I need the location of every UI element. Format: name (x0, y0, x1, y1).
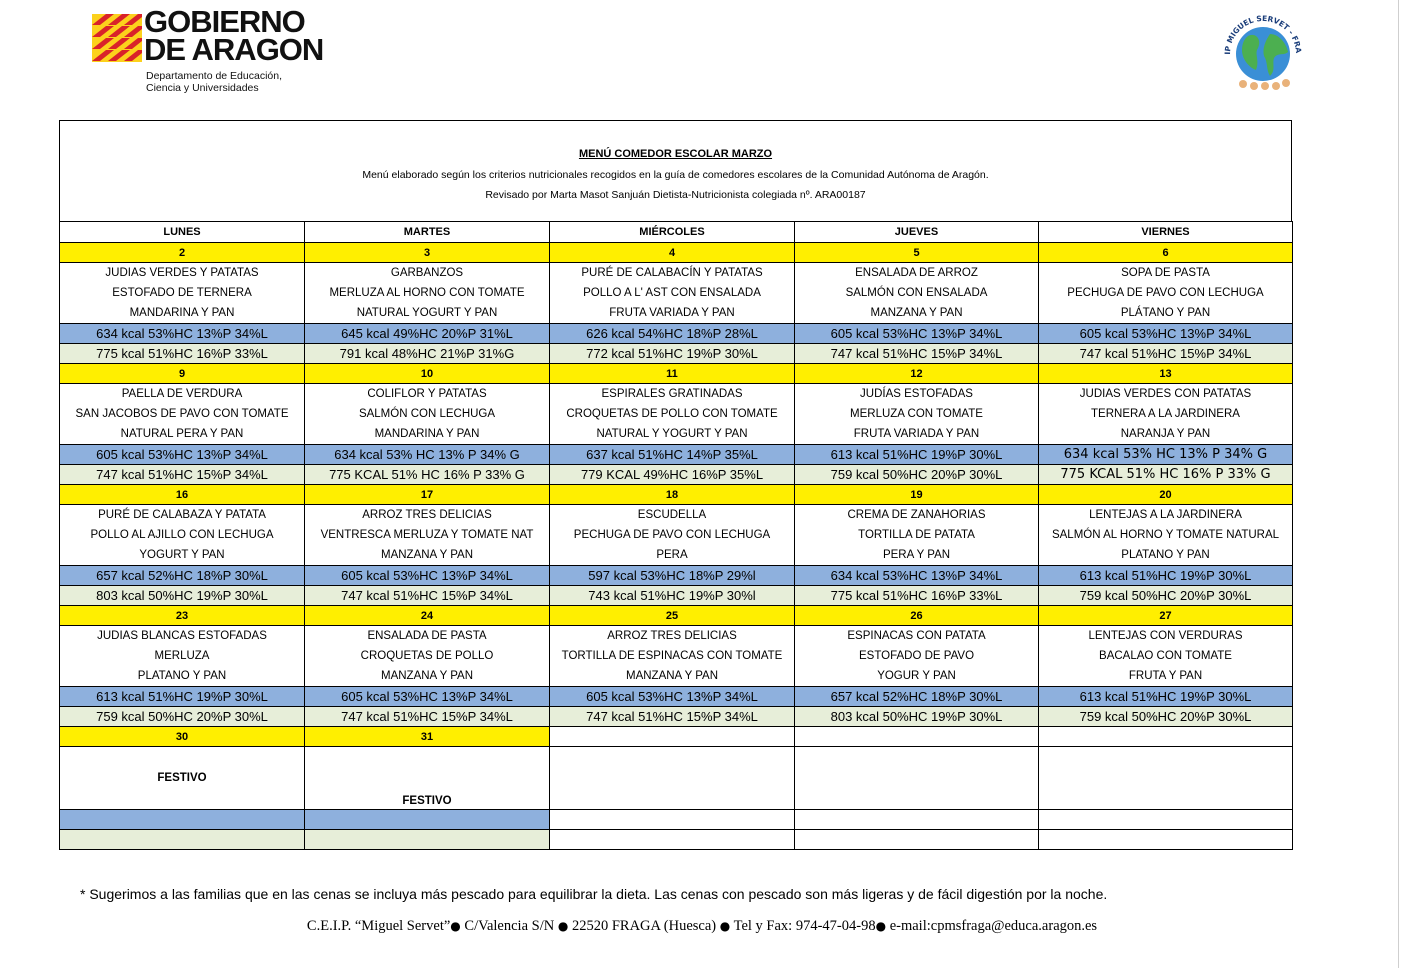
day-number: 5 (795, 243, 1039, 263)
kcal-value: 605 kcal 53%HC 13%P 34%L (305, 687, 550, 707)
weekday-header-row (60, 222, 1293, 243)
kcal-row-b (60, 707, 1293, 727)
day-number: 26 (795, 606, 1039, 626)
empty-cell (1039, 810, 1293, 830)
globe-icon (1218, 4, 1308, 94)
footer-city: 22520 FRAGA (Huesca) (571, 918, 717, 934)
dish-name: CROQUETAS DE POLLO (360, 650, 494, 662)
meal-cell (1039, 384, 1293, 445)
dish-name: MANDARINA Y PAN (374, 428, 480, 440)
dish-name: PLÁTANO Y PAN (1120, 307, 1211, 319)
day-number: 25 (550, 606, 795, 626)
dish-name: SOPA DE PASTA (1121, 267, 1210, 279)
dish-name: ENSALADA DE PASTA (367, 630, 487, 642)
kcal-value: 743 kcal 51%HC 19%P 30%l (550, 586, 795, 606)
kcal-value: 747 kcal 51%HC 15%P 34%L (550, 707, 795, 727)
kcal-value: 779 KCAL 49%HC 16%P 35%L (550, 465, 795, 485)
dish-name: PURÉ DE CALABACÍN Y PATATAS (581, 267, 763, 279)
dish-name: ESPINACAS CON PATATA (847, 630, 986, 642)
kcal-value: 759 kcal 50%HC 20%P 30%L (1039, 707, 1293, 727)
kcal-value: 772 kcal 51%HC 19%P 30%L (550, 344, 795, 364)
meal-cell (795, 263, 1039, 324)
dish-name: POLLO AL AJILLO CON LECHUGA (90, 529, 274, 541)
dish-name: CROQUETAS DE POLLO CON TOMATE (566, 408, 778, 420)
kcal-value: 613 kcal 51%HC 19%P 30%L (1039, 687, 1293, 707)
day-number: 20 (1039, 485, 1293, 505)
dish-name: PECHUGA DE PAVO CON LECHUGA (1067, 287, 1264, 299)
meal-cell (60, 505, 305, 566)
kcal-value: 747 kcal 51%HC 15%P 34%L (795, 344, 1039, 364)
meal-cell (795, 384, 1039, 445)
aragon-flag-icon (92, 14, 142, 62)
kcal-value: 634 kcal 53% HC 13% P 34% G (1039, 445, 1293, 465)
dish-name: TERNERA A LA JARDINERA (1091, 408, 1240, 420)
kcal-row-b (60, 830, 1293, 850)
dish-name: FRUTA VARIADA Y PAN (609, 307, 735, 319)
kcal-value: 613 kcal 51%HC 19%P 30%L (1039, 566, 1293, 586)
day-number-row (60, 243, 1293, 263)
holiday-label: FESTIVO (305, 747, 550, 810)
meal-cell (550, 263, 795, 324)
kcal-value: 775 KCAL 51% HC 16% P 33% G (1039, 465, 1293, 485)
school-logo (1218, 4, 1308, 94)
dish-name: MANZANA Y PAN (380, 549, 474, 561)
day-number-row (60, 606, 1293, 626)
dish-name: NATURAL YOGURT Y PAN (356, 307, 498, 319)
meal-row (60, 384, 1293, 445)
empty-cell (550, 830, 795, 850)
meal-cell (305, 263, 550, 324)
meal-cell (60, 626, 305, 687)
dish-name: MERLUZA (154, 650, 210, 662)
empty-cell (550, 747, 795, 810)
dish-name: ENSALADA DE ARROZ (855, 267, 978, 279)
dish-name: VENTRESCA MERLUZA Y TOMATE NAT (320, 529, 534, 541)
dish-name: PLATANO Y PAN (1121, 549, 1210, 561)
day-number: 10 (305, 364, 550, 384)
kcal-value: 759 kcal 50%HC 20%P 30%L (1039, 586, 1293, 606)
meal-row (60, 263, 1293, 324)
dish-name: PERA Y PAN (882, 549, 951, 561)
dish-name: POLLO A L' AST CON ENSALADA (583, 287, 761, 299)
empty-cell (1039, 830, 1293, 850)
dish-name: LENTEJAS CON VERDURAS (1088, 630, 1243, 642)
kcal-value: 597 kcal 53%HC 18%P 29%l (550, 566, 795, 586)
menu-table (59, 221, 1293, 850)
menu-reviewer: Revisado por Marta Masot Sanjuán Dietista-Nutricionista colegiada nº. ARA00187 (485, 189, 866, 201)
empty-cell (1039, 727, 1293, 747)
kcal-value: 747 kcal 51%HC 15%P 34%L (305, 707, 550, 727)
weekday-header: MIÉRCOLES (550, 222, 795, 243)
weekday-header: LUNES (60, 222, 305, 243)
dish-name: PLATANO Y PAN (137, 670, 227, 682)
dish-name: PECHUGA DE PAVO CON LECHUGA (573, 529, 771, 541)
meal-cell (1039, 505, 1293, 566)
kcal-value: 759 kcal 50%HC 20%P 30%L (60, 707, 305, 727)
dish-name: JUDIAS VERDES Y PATATAS (105, 267, 259, 279)
kcal-value: 613 kcal 51%HC 19%P 30%L (795, 445, 1039, 465)
meal-cell (305, 505, 550, 566)
dish-name: MERLUZA AL HORNO CON TOMATE (329, 287, 525, 299)
footer-email: e-mail:cpmsfraga@educa.aragon.es (889, 918, 1098, 934)
meal-cell (550, 384, 795, 445)
meal-row (60, 626, 1293, 687)
kcal-row-a (60, 445, 1293, 465)
meal-cell (550, 505, 795, 566)
menu-subtitle: Menú elaborado según los criterios nutricionales recogidos en la guía de comedores escolares de la Comunidad Autónoma de Aragón. (362, 169, 989, 181)
dish-name: TORTILLA DE PATATA (858, 529, 975, 541)
gobierno-aragon-logo (92, 4, 332, 98)
dish-name: PAELLA DE VERDURA (121, 388, 243, 400)
empty-cell (550, 727, 795, 747)
menu-title: MENÚ COMEDOR ESCOLAR MARZO (578, 148, 773, 160)
dish-name: JUDIAS BLANCAS ESTOFADAS (97, 630, 267, 642)
kcal-cell (305, 830, 550, 850)
dish-name: MANZANA Y PAN (380, 670, 474, 682)
dish-name: PERA (656, 549, 688, 561)
dish-name: SALMÓN CON ENSALADA (845, 287, 988, 299)
day-number-row (60, 485, 1293, 505)
empty-cell (550, 810, 795, 830)
day-number: 4 (550, 243, 795, 263)
kcal-row-a (60, 324, 1293, 344)
dish-name: JUDIAS VERDES CON PATATAS (1079, 388, 1252, 400)
kcal-value: 613 kcal 51%HC 19%P 30%L (60, 687, 305, 707)
footer-school: C.E.I.P. “Miguel Servet” (306, 918, 451, 934)
weekday-header: VIERNES (1039, 222, 1293, 243)
weekday-header: JUEVES (795, 222, 1039, 243)
dish-name: ESTOFADO DE TERNERA (112, 287, 252, 299)
footer-phone: Tel y Fax: 974-47-04-98 (733, 918, 876, 934)
empty-cell (1039, 747, 1293, 810)
day-number: 16 (60, 485, 305, 505)
kcal-row-b (60, 344, 1293, 364)
day-number-row (60, 727, 1293, 747)
meal-cell (1039, 626, 1293, 687)
empty-cell (795, 727, 1039, 747)
kcal-value: 657 kcal 52%HC 18%P 30%L (795, 687, 1039, 707)
kcal-value: 747 kcal 51%HC 15%P 34%L (60, 465, 305, 485)
dish-name: YOGURT Y PAN (139, 549, 225, 561)
kcal-value: 803 kcal 50%HC 19%P 30%L (60, 586, 305, 606)
kcal-row-b (60, 465, 1293, 485)
dish-name: TORTILLA DE ESPINACAS CON TOMATE (561, 650, 783, 662)
meal-cell (1039, 263, 1293, 324)
day-number: 30 (60, 727, 305, 747)
day-number-row (60, 364, 1293, 384)
dinner-note: * Sugerimos a las familias que en las cenas se incluya más pescado para equilibrar la dieta. Las cenas con pescado son más ligeras y de fácil digestión por la noche. (80, 886, 1108, 902)
kcal-row-a (60, 810, 1293, 830)
day-number: 19 (795, 485, 1039, 505)
day-number: 31 (305, 727, 550, 747)
dish-name: FRUTA Y PAN (1128, 670, 1203, 682)
meal-row (60, 505, 1293, 566)
kcal-value: 626 kcal 54%HC 18%P 28%L (550, 324, 795, 344)
department-name: Departamento de Educación, Ciencia y Universidades (146, 70, 283, 94)
kcal-row-a (60, 566, 1293, 586)
page-edge (1398, 0, 1399, 968)
dish-name: MANZANA Y PAN (625, 670, 719, 682)
kcal-value: 775 kcal 51%HC 16%P 33%L (60, 344, 305, 364)
dish-name: COLIFLOR Y PATATAS (367, 388, 487, 400)
kcal-value: 747 kcal 51%HC 15%P 34%L (305, 586, 550, 606)
dish-name: ARROZ TRES DELICIAS (607, 630, 737, 642)
dish-name: GARBANZOS (390, 267, 464, 279)
day-number: 23 (60, 606, 305, 626)
dish-name: FRUTA VARIADA Y PAN (853, 428, 980, 440)
kcal-value: 634 kcal 53%HC 13%P 34%L (60, 324, 305, 344)
kcal-value: 775 kcal 51%HC 16%P 33%L (795, 586, 1039, 606)
dish-name: LENTEJAS A LA JARDINERA (1089, 509, 1242, 521)
meal-cell (550, 626, 795, 687)
empty-cell (795, 830, 1039, 850)
day-number: 6 (1039, 243, 1293, 263)
dish-name: SAN JACOBOS DE PAVO CON TOMATE (75, 408, 289, 420)
kcal-value: 791 kcal 48%HC 21%P 31%G (305, 344, 550, 364)
day-number: 9 (60, 364, 305, 384)
menu-container (59, 120, 1293, 850)
meal-cell (60, 384, 305, 445)
kcal-value: 759 kcal 50%HC 20%P 30%L (795, 465, 1039, 485)
kcal-value: 605 kcal 53%HC 13%P 34%L (60, 445, 305, 465)
dish-name: CREMA DE ZANAHORIAS (847, 509, 986, 521)
bullet-icon: ● (719, 919, 731, 933)
day-number: 2 (60, 243, 305, 263)
day-number: 13 (1039, 364, 1293, 384)
dish-name: JUDÍAS ESTOFADAS (860, 388, 973, 400)
kcal-value: 605 kcal 53%HC 13%P 34%L (305, 566, 550, 586)
kcal-value: 634 kcal 53%HC 13%P 34%L (795, 566, 1039, 586)
dish-name: NATURAL PERA Y PAN (120, 428, 244, 440)
meal-cell (305, 626, 550, 687)
bullet-icon: ● (557, 919, 569, 933)
meal-cell (60, 263, 305, 324)
day-number: 12 (795, 364, 1039, 384)
bullet-icon: ● (875, 919, 887, 933)
menu-header (59, 120, 1292, 221)
dish-name: MANDARINA Y PAN (129, 307, 235, 319)
gobierno-name: GOBIERNO DE ARAGON (144, 4, 324, 67)
kcal-value: 605 kcal 53%HC 13%P 34%L (795, 324, 1039, 344)
holiday-row (60, 747, 1293, 810)
kcal-value: 605 kcal 53%HC 13%P 34%L (1039, 324, 1293, 344)
kcal-value: 803 kcal 50%HC 19%P 30%L (795, 707, 1039, 727)
footer-address: C/Valencia S/N (464, 918, 555, 934)
dish-name: NATURAL Y YOGURT Y PAN (596, 428, 748, 440)
kcal-cell (305, 810, 550, 830)
empty-cell (795, 810, 1039, 830)
empty-cell (795, 747, 1039, 810)
dish-name: PURÉ DE CALABAZA Y PATATA (98, 509, 266, 521)
dish-name: NARANJA Y PAN (1120, 428, 1211, 440)
dish-name: ARROZ TRES DELICIAS (362, 509, 492, 521)
day-number: 27 (1039, 606, 1293, 626)
kcal-value: 775 KCAL 51% HC 16% P 33% G (305, 465, 550, 485)
day-number: 11 (550, 364, 795, 384)
day-number: 24 (305, 606, 550, 626)
kcal-value: 747 kcal 51%HC 15%P 34%L (1039, 344, 1293, 364)
kcal-cell (60, 830, 305, 850)
bullet-icon: ● (450, 919, 461, 933)
holiday-label: FESTIVO (60, 747, 305, 810)
meal-cell (795, 505, 1039, 566)
dish-name: SALMÓN CON LECHUGA (358, 408, 496, 420)
dish-name: MERLUZA CON TOMATE (850, 408, 983, 420)
day-number: 17 (305, 485, 550, 505)
kcal-value: 657 kcal 52%HC 18%P 30%L (60, 566, 305, 586)
dish-name: YOGUR Y PAN (877, 670, 956, 682)
day-number: 18 (550, 485, 795, 505)
kcal-cell (60, 810, 305, 830)
kcal-value: 634 kcal 53% HC 13% P 34% G (305, 445, 550, 465)
dish-name: ESTOFADO DE PAVO (858, 650, 975, 662)
dish-name: ESCUDELLA (637, 509, 707, 521)
dish-name: SALMÓN AL HORNO Y TOMATE NATURAL (1051, 529, 1280, 541)
kcal-row-b (60, 586, 1293, 606)
kcal-value: 605 kcal 53%HC 13%P 34%L (550, 687, 795, 707)
meal-cell (795, 626, 1039, 687)
dish-name: MANZANA Y PAN (870, 307, 963, 319)
kcal-value: 645 kcal 49%HC 20%P 31%L (305, 324, 550, 344)
kcal-value: 637 kcal 51%HC 14%P 35%L (550, 445, 795, 465)
meal-cell (305, 384, 550, 445)
svg-text:CEIP MIGUEL SERVET - FRAGA: IP MIGUEL SERVET - FRA (1222, 13, 1304, 55)
day-number: 3 (305, 243, 550, 263)
school-footer (0, 918, 1404, 935)
dish-name: BACALAO CON TOMATE (1099, 650, 1232, 662)
kcal-row-a (60, 687, 1293, 707)
weekday-header: MARTES (305, 222, 550, 243)
dish-name: ESPIRALES GRATINADAS (601, 388, 743, 400)
